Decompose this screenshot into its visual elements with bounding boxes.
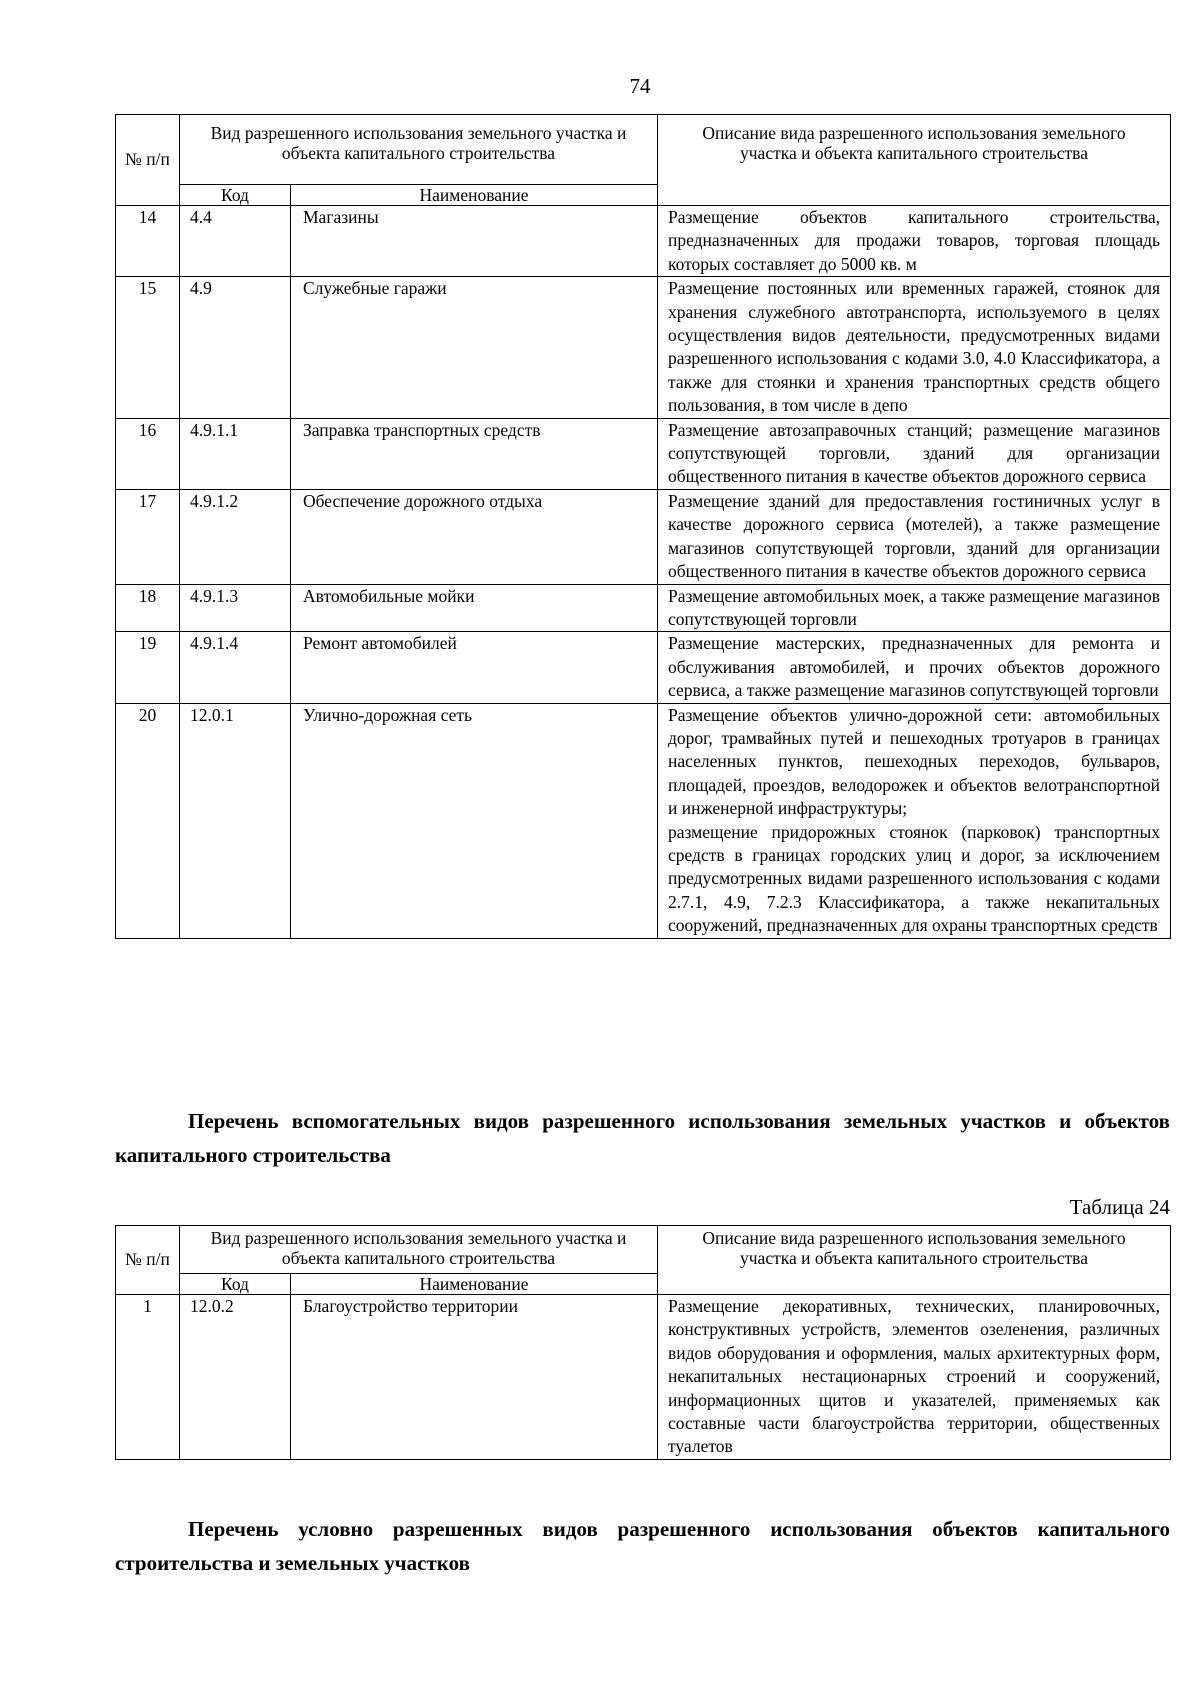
land-use-table-24 <box>115 1225 1171 1460</box>
row-name: Заправка транспортных средств <box>291 418 658 489</box>
row-description <box>658 489 1171 584</box>
row-description <box>658 277 1171 418</box>
row-code: 4.9.1.4 <box>180 632 291 703</box>
row-code: 12.0.2 <box>180 1295 291 1460</box>
row-name: Обеспечение дорожного отдыха <box>291 489 658 584</box>
row-number: 16 <box>116 418 180 489</box>
row-description <box>658 206 1171 277</box>
page-number: 74 <box>629 74 651 98</box>
header-code: Код <box>180 185 291 206</box>
row-name: Благоустройство территории <box>291 1295 658 1460</box>
description-paragraph: размещение придорожных стоянок (парковок) транспортных средств в границах городских улиц и дорог, за исключением предусмотренных видами разрешенного использования с кодами 2.7.1, 4.9, 7.2.3 Классификатора, а также некапитальных сооружений, предназначенных для охраны транспортных средств <box>668 821 1160 936</box>
header-kind: Вид разрешенного использования земельного участка и объекта капитального строительства <box>180 115 658 185</box>
description-paragraph: Размещение зданий для предоставления гостиничных услуг в качестве дорожного сервиса (мотелей), а также размещение магазинов сопутствующей торговли, зданий для организации общественного питания в качестве объектов дорожного сервиса <box>668 490 1160 582</box>
header-kind: Вид разрешенного использования земельного участка и объекта капитального строительства <box>180 1226 658 1274</box>
row-number: 14 <box>116 206 180 277</box>
land-use-table-main <box>115 114 1171 939</box>
header-name: Наименование <box>291 185 658 206</box>
table-row <box>116 584 1171 632</box>
description-paragraph: Размещение декоративных, технических, планировочных, конструктивных устройств, элементов озеленения, различных видов оборудования и оформления, малых архитектурных форм, некапитальных нестационарных строений и сооружений, информационных щитов и указателей, применяемых как составные части благоустройства территории, общественных туалетов <box>668 1296 1160 1457</box>
row-description <box>658 584 1171 632</box>
description-paragraph: Размещение мастерских, предназначенных для ремонта и обслуживания автомобилей, и прочих объектов дорожного сервиса, а также размещение магазинов сопутствующей торговли <box>668 633 1160 701</box>
row-code: 4.4 <box>180 206 291 277</box>
row-number: 17 <box>116 489 180 584</box>
header-description: Описание вида разрешенного использования земельного участка и объекта капитального строительства <box>658 115 1171 206</box>
header-num: № п/п <box>116 1226 180 1295</box>
row-number: 19 <box>116 632 180 703</box>
description-paragraph: Размещение постоянных или временных гаражей, стоянок для хранения служебного автотранспорта, используемого в целях осуществления видов деятельности, предусмотренных видами разрешенного использования с кодами 3.0, 4.0 Классификатора, а также для стоянки и хранения транспортных средств общего пользования, в том числе в депо <box>668 278 1160 416</box>
row-number: 18 <box>116 584 180 632</box>
header-code: Код <box>180 1274 291 1295</box>
row-description <box>658 703 1171 938</box>
heading-auxiliary-uses: Перечень вспомогательных видов разрешенного использования земельных участков и объектов капитального строительства <box>115 1109 1170 1167</box>
row-name: Ремонт автомобилей <box>291 632 658 703</box>
table-row <box>116 489 1171 584</box>
row-code: 12.0.1 <box>180 703 291 938</box>
header-num: № п/п <box>116 115 180 206</box>
row-code: 4.9 <box>180 277 291 418</box>
row-description <box>658 1295 1171 1460</box>
row-description <box>658 632 1171 703</box>
description-paragraph: Размещение объектов улично-дорожной сети: автомобильных дорог, трамвайных путей и пешеходных тротуаров в границах населенных пунктов, пешеходных переходов, бульваров, площадей, проездов, велодорожек и объектов велотранспортной и инженерной инфраструктуры; <box>668 704 1160 819</box>
row-number: 20 <box>116 703 180 938</box>
row-name: Служебные гаражи <box>291 277 658 418</box>
table-caption: Таблица 24 <box>1069 1195 1170 1219</box>
table-row <box>116 1295 1171 1460</box>
table-row <box>116 206 1171 277</box>
table-row <box>116 277 1171 418</box>
description-paragraph: Размещение автомобильных моек, а также размещение магазинов сопутствующей торговли <box>668 585 1160 629</box>
row-name: Улично-дорожная сеть <box>291 703 658 938</box>
table-row <box>116 703 1171 938</box>
row-name: Автомобильные мойки <box>291 584 658 632</box>
header-description: Описание вида разрешенного использования земельного участка и объекта капитального строительства <box>658 1226 1171 1295</box>
row-number: 15 <box>116 277 180 418</box>
heading-conditional-uses: Перечень условно разрешенных видов разрешенного использования объектов капитального строительства и земельных участков <box>115 1517 1170 1575</box>
header-name: Наименование <box>291 1274 658 1295</box>
description-paragraph: Размещение автозаправочных станций; размещение магазинов сопутствующей торговли, зданий для организации общественного питания в качестве объектов дорожного сервиса <box>668 419 1160 487</box>
row-description <box>658 418 1171 489</box>
row-code: 4.9.1.2 <box>180 489 291 584</box>
table-row <box>116 632 1171 703</box>
row-code: 4.9.1.3 <box>180 584 291 632</box>
row-name: Магазины <box>291 206 658 277</box>
table-row <box>116 418 1171 489</box>
row-code: 4.9.1.1 <box>180 418 291 489</box>
row-number: 1 <box>116 1295 180 1460</box>
description-paragraph: Размещение объектов капитального строительства, предназначенных для продажи товаров, торговая площадь которых составляет до 5000 кв. м <box>668 207 1160 274</box>
